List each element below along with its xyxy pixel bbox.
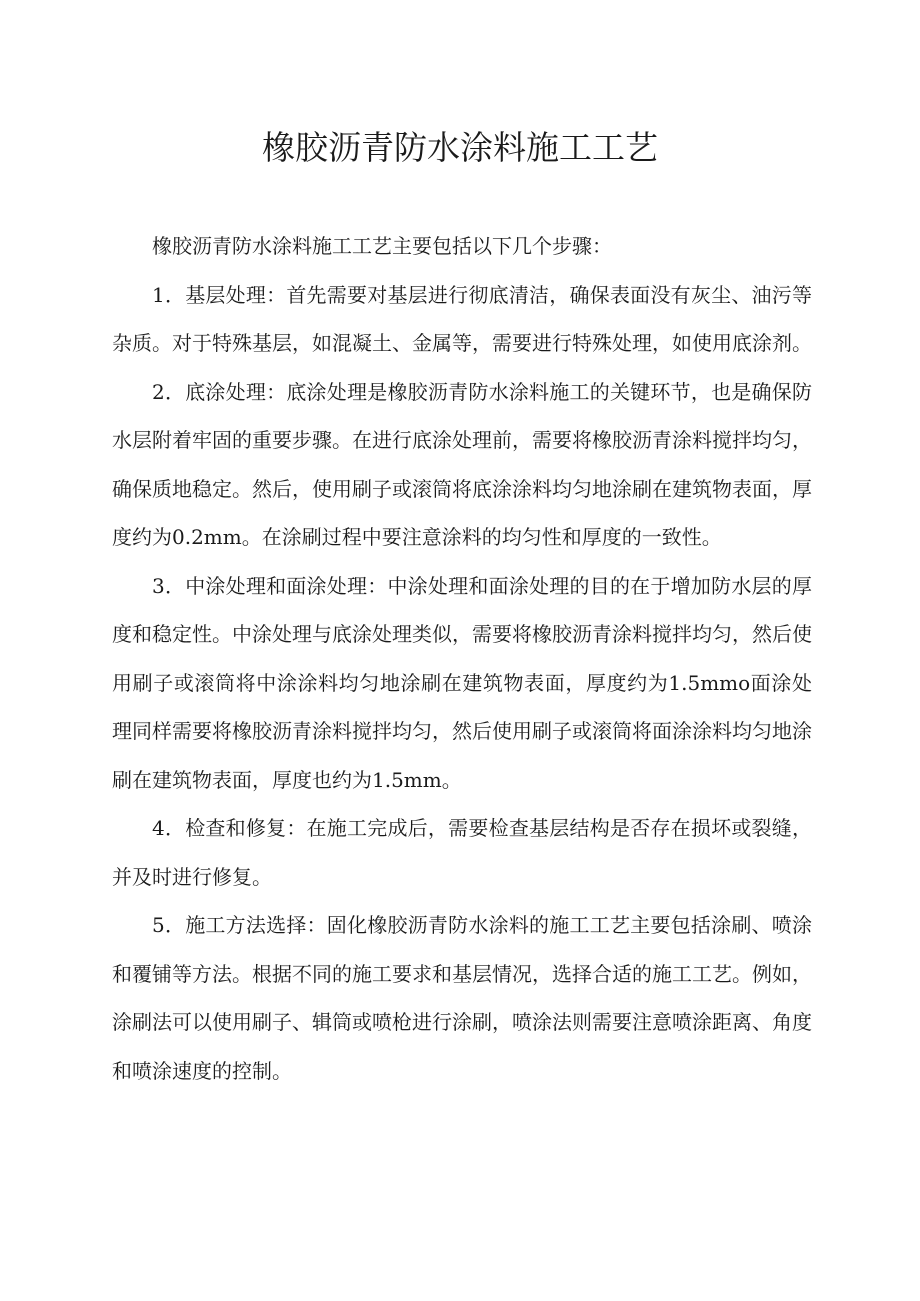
step-number: 5．	[152, 913, 186, 937]
step-text: 检查和修复：在施工完成后，需要检查基层结构是否存在损坏或裂缝，并及时进行修复。	[112, 816, 812, 889]
step-number: 4．	[152, 816, 186, 840]
step-paragraph-1	[112, 271, 812, 368]
step-paragraph-2	[112, 368, 812, 562]
step-text: 基层处理：首先需要对基层进行彻底清洁，确保表面没有灰尘、油污等杂质。对于特殊基层，如混凝土、金属等，需要进行特殊处理，如使用底涂剂。	[112, 282, 812, 355]
step-text: 中涂处理和面涂处理：中涂处理和面涂处理的目的在于增加防水层的厚度和稳定性。中涂处理与底涂处理类似，需要将橡胶沥青涂料搅拌均匀，然后使用刷子或滚筒将中涂涂料均匀地涂刷在建筑物表面，厚度约为1.5mmo面涂处理同样需要将橡胶沥青涂料搅拌均匀，然后使用刷子或滚筒将面涂涂料均匀地涂刷在建筑物表面，厚度也约为1.5mm。	[112, 573, 812, 792]
document-body	[112, 222, 812, 1095]
intro-paragraph: 橡胶沥青防水涂料施工工艺主要包括以下几个步骤：	[152, 234, 612, 258]
step-text: 施工方法选择：固化橡胶沥青防水涂料的施工工艺主要包括涂刷、喷涂和覆铺等方法。根据不同的施工要求和基层情况，选择合适的施工工艺。例如，涂刷法可以使用刷子、辑筒或喷枪进行涂刷，喷涂法则需要注意喷涂距离、角度和喷涂速度的控制。	[112, 913, 812, 1083]
step-paragraph-5	[112, 901, 812, 1095]
step-number: 2．	[152, 379, 186, 404]
step-paragraph-4	[112, 804, 812, 901]
step-text: 底涂处理：底涂处理是橡胶沥青防水涂料施工的关键环节，也是确保防水层附着牢固的重要步骤。在进行底涂处理前，需要将橡胶沥青涂料搅拌均匀，确保质地稳定。然后，使用刷子或滚筒将底涂涂料均匀地涂刷在建筑物表面，厚度约为0.2mm。在涂刷过程中要注意涂料的均匀性和厚度的一致性。	[112, 379, 812, 549]
step-paragraph-3	[112, 562, 812, 805]
step-number: 1．	[152, 282, 186, 307]
document-title: 橡胶沥青防水涂料施工工艺	[262, 128, 658, 167]
step-number: 3．	[152, 573, 186, 598]
